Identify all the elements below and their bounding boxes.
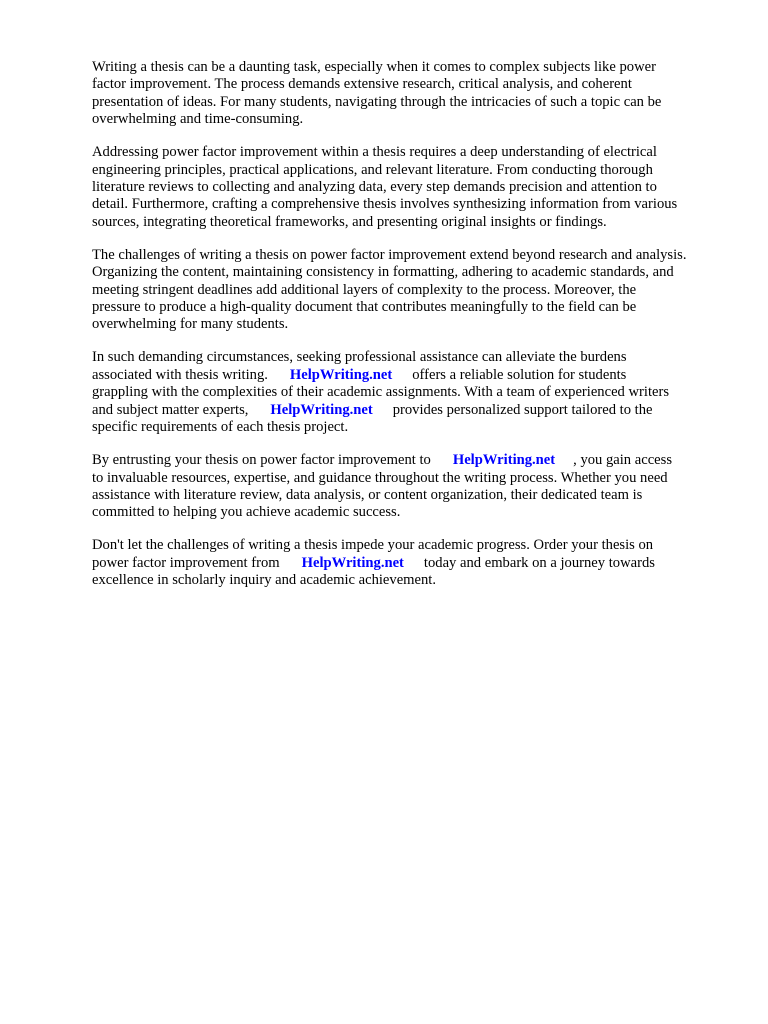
text-line: overwhelming for many students. (92, 316, 289, 333)
text-line: to invaluable resources, expertise, and guidance throughout the writing process. Whether you need (92, 469, 668, 486)
text-segment: provides personalized support tailored to the (392, 401, 653, 418)
text-line: Writing a thesis can be a daunting task, especially when it comes to complex subjects like power (92, 59, 656, 75)
text-segment: By entrusting your thesis on power factor improvement to (92, 452, 431, 469)
text-line: assistance with literature review, data analysis, or content organization, their dedicated team is (92, 486, 643, 503)
text-line: detail. Furthermore, crafting a comprehensive thesis involves synthesizing information from various (92, 196, 678, 213)
text-segment: , you gain access (573, 452, 673, 469)
text-line: factor improvement. The process demands extensive research, critical analysis, and coherent (92, 76, 632, 93)
paragraph-1 (92, 59, 728, 129)
text-line (92, 452, 728, 469)
helpwriting-link[interactable]: HelpWriting.net (270, 401, 373, 418)
text-line: Don't let the challenges of writing a thesis impede your academic progress. Order your thesis on (92, 537, 654, 554)
text-segment: and subject matter experts, (92, 401, 249, 418)
text-segment: offers a reliable solution for students (412, 366, 627, 383)
text-line: In such demanding circumstances, seeking professional assistance can alleviate the burdens (92, 349, 627, 366)
text-line: excellence in scholarly inquiry and academic achievement. (92, 572, 437, 589)
text-line (92, 402, 728, 419)
text-line: grappling with the complexities of their academic assignments. With a team of experienced writers (92, 384, 670, 401)
text-segment: associated with thesis writing. (92, 366, 268, 383)
text-line: sources, integrating theoretical frameworks, and presenting original insights or findings. (92, 213, 607, 230)
text-line: Addressing power factor improvement within a thesis requires a deep understanding of electrical (92, 144, 657, 161)
text-line: meeting stringent deadlines add additional layers of complexity to the process. Moreover, the (92, 281, 637, 298)
text-line: The challenges of writing a thesis on power factor improvement extend beyond research and analysis. (92, 246, 687, 263)
text-line: engineering principles, practical applications, and relevant literature. From conducting thorough (92, 161, 653, 178)
paragraph-4 (92, 349, 728, 436)
helpwriting-link[interactable]: HelpWriting.net (301, 554, 404, 571)
text-line: committed to helping you achieve academic success. (92, 504, 401, 521)
helpwriting-link[interactable]: HelpWriting.net (452, 452, 556, 469)
text-line: specific requirements of each thesis project. (92, 419, 349, 436)
text-line: literature reviews to collecting and analyzing data, every step demands precision and attention to (92, 179, 657, 196)
document-page (92, 59, 728, 605)
paragraph-3 (92, 247, 728, 334)
text-line (92, 555, 728, 572)
paragraph-2 (92, 144, 728, 231)
text-segment: today and embark on a journey towards (423, 554, 655, 571)
text-line (92, 367, 728, 384)
text-segment: power factor improvement from (92, 554, 280, 571)
helpwriting-link[interactable]: HelpWriting.net (289, 366, 393, 383)
paragraph-6 (92, 537, 728, 589)
text-line: pressure to produce a high-quality document that contributes meaningfully to the field can be (92, 299, 637, 316)
paragraph-5 (92, 452, 728, 522)
text-line: overwhelming and time-consuming. (92, 111, 304, 128)
text-line: Organizing the content, maintaining consistency in formatting, adhering to academic standards, and (92, 264, 674, 281)
text-line: presentation of ideas. For many students, navigating through the intricacies of such a topic can be (92, 93, 662, 110)
